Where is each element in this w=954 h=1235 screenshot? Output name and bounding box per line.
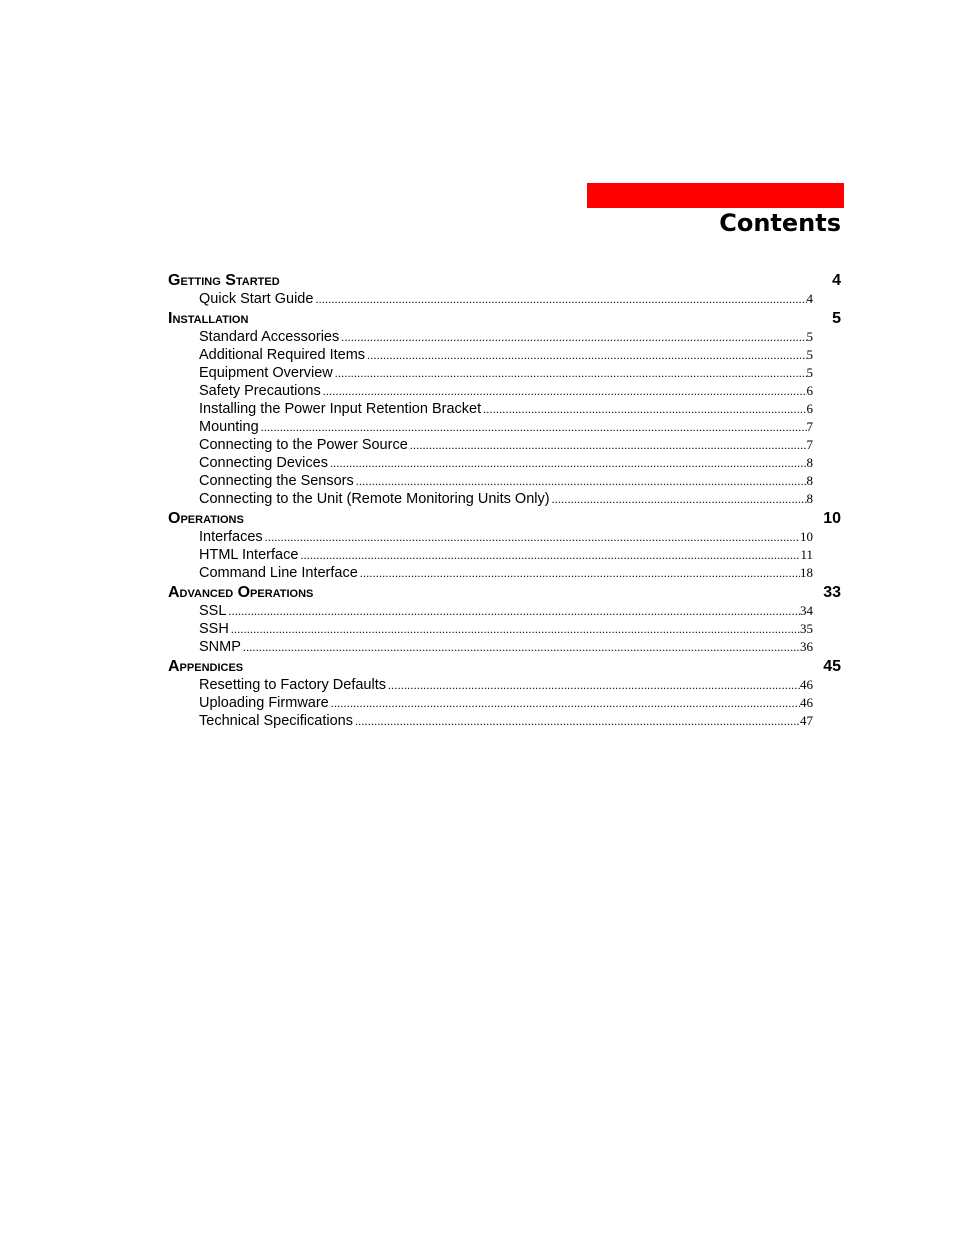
toc-section[interactable] bbox=[168, 656, 841, 676]
toc-entry-label: Resetting to Factory Defaults bbox=[199, 677, 386, 693]
toc-entry-page-number: 5 bbox=[806, 329, 813, 344]
toc-entry[interactable] bbox=[199, 436, 813, 454]
toc-dot-leader bbox=[353, 712, 800, 730]
toc-entry-label: Safety Precautions bbox=[199, 383, 321, 399]
toc-dot-leader bbox=[298, 546, 800, 564]
toc-entry[interactable] bbox=[199, 546, 813, 564]
toc-section-title: Advanced Operations bbox=[168, 584, 314, 601]
toc-entry-label: Installing the Power Input Retention Bracket bbox=[199, 401, 482, 417]
toc-entry-label: Standard Accessories bbox=[199, 329, 340, 345]
toc-entry[interactable] bbox=[199, 564, 813, 582]
toc-entry-label: Connecting to the Power Source bbox=[199, 437, 408, 453]
toc-entry-page-number: 34 bbox=[800, 603, 813, 618]
toc-entry-label: Technical Specifications bbox=[199, 713, 353, 729]
toc-entry-label: Connecting the Sensors bbox=[199, 473, 354, 489]
toc-dot-leader bbox=[408, 436, 807, 454]
toc-section-page-number: 33 bbox=[823, 584, 841, 601]
toc-dot-leader bbox=[386, 676, 800, 694]
toc-entry-label: SNMP bbox=[199, 639, 241, 655]
toc-dot-leader bbox=[226, 602, 800, 620]
toc-entry[interactable] bbox=[199, 712, 813, 730]
toc-entry-page-number: 4 bbox=[806, 291, 813, 306]
toc-section[interactable] bbox=[168, 270, 841, 290]
toc-entry[interactable] bbox=[199, 346, 813, 364]
toc-entry-label: Connecting Devices bbox=[199, 455, 328, 471]
toc-entry[interactable] bbox=[199, 620, 813, 638]
toc-dot-leader bbox=[365, 346, 806, 364]
toc-dot-leader bbox=[339, 328, 806, 346]
toc-entry-page-number: 10 bbox=[800, 529, 813, 544]
toc-entry-label: HTML Interface bbox=[199, 547, 299, 563]
toc-entry-label: SSH bbox=[199, 621, 229, 637]
toc-entry-label: Interfaces bbox=[199, 529, 263, 545]
toc-section-page-number: 4 bbox=[832, 272, 841, 289]
toc-entry-label: Quick Start Guide bbox=[199, 291, 314, 307]
toc-dot-leader bbox=[263, 528, 800, 546]
toc-entry[interactable] bbox=[199, 694, 813, 712]
toc-entry[interactable] bbox=[199, 676, 813, 694]
toc-entry[interactable] bbox=[199, 638, 813, 656]
toc-entry[interactable] bbox=[199, 382, 813, 400]
toc-entry[interactable] bbox=[199, 418, 813, 436]
table-of-contents bbox=[168, 270, 841, 730]
toc-dot-leader bbox=[321, 382, 807, 400]
toc-entry[interactable] bbox=[199, 454, 813, 472]
toc-dot-leader bbox=[329, 694, 800, 712]
toc-dot-leader bbox=[229, 620, 800, 638]
toc-entry-page-number: 35 bbox=[800, 621, 813, 636]
toc-dot-leader bbox=[259, 418, 807, 436]
toc-section[interactable] bbox=[168, 508, 841, 528]
toc-entry-page-number: 18 bbox=[800, 565, 813, 580]
toc-entry-page-number: 36 bbox=[800, 639, 813, 654]
toc-entry[interactable] bbox=[199, 400, 813, 418]
toc-entry[interactable] bbox=[199, 490, 813, 508]
toc-entry-label: Equipment Overview bbox=[199, 365, 333, 381]
toc-entry-page-number: 11 bbox=[800, 547, 813, 562]
toc-entry-label: Connecting to the Unit (Remote Monitoring Units Only) bbox=[199, 491, 550, 507]
toc-entry-page-number: 7 bbox=[806, 437, 813, 452]
toc-entry-page-number: 46 bbox=[800, 677, 813, 692]
toc-section-title: Appendices bbox=[168, 658, 244, 675]
toc-section-title: Installation bbox=[168, 310, 249, 327]
toc-entry-page-number: 8 bbox=[806, 473, 813, 488]
toc-entry-page-number: 5 bbox=[806, 347, 813, 362]
toc-entry-label: Command Line Interface bbox=[199, 565, 358, 581]
toc-dot-leader bbox=[313, 290, 806, 308]
toc-section[interactable] bbox=[168, 308, 841, 328]
toc-entry-label: Mounting bbox=[199, 419, 259, 435]
toc-entry-page-number: 5 bbox=[806, 365, 813, 380]
toc-entry-page-number: 6 bbox=[806, 401, 813, 416]
title-accent-bar bbox=[587, 183, 844, 208]
toc-dot-leader bbox=[550, 490, 807, 508]
toc-entry-page-number: 8 bbox=[806, 491, 813, 506]
toc-entry[interactable] bbox=[199, 602, 813, 620]
toc-entry[interactable] bbox=[199, 472, 813, 490]
toc-section-title: Getting Started bbox=[168, 272, 280, 289]
toc-entry[interactable] bbox=[199, 290, 813, 308]
page-title: Contents bbox=[719, 209, 841, 237]
toc-section-page-number: 5 bbox=[832, 310, 841, 327]
toc-section-page-number: 10 bbox=[823, 510, 841, 527]
toc-dot-leader bbox=[354, 472, 807, 490]
toc-section-title: Operations bbox=[168, 510, 244, 527]
toc-entry[interactable] bbox=[199, 364, 813, 382]
toc-dot-leader bbox=[333, 364, 807, 382]
toc-entry-page-number: 6 bbox=[806, 383, 813, 398]
toc-entry-page-number: 47 bbox=[800, 713, 813, 728]
toc-dot-leader bbox=[358, 564, 800, 582]
toc-entry-page-number: 8 bbox=[806, 455, 813, 470]
toc-entry-label: SSL bbox=[199, 603, 227, 619]
toc-dot-leader bbox=[241, 638, 800, 656]
toc-dot-leader bbox=[328, 454, 807, 472]
toc-entry-label: Uploading Firmware bbox=[199, 695, 329, 711]
toc-entry[interactable] bbox=[199, 528, 813, 546]
toc-entry-page-number: 7 bbox=[806, 419, 813, 434]
toc-section-page-number: 45 bbox=[823, 658, 841, 675]
toc-dot-leader bbox=[481, 400, 806, 418]
toc-entry-label: Additional Required Items bbox=[199, 347, 366, 363]
toc-entry-page-number: 46 bbox=[800, 695, 813, 710]
toc-entry[interactable] bbox=[199, 328, 813, 346]
toc-section[interactable] bbox=[168, 582, 841, 602]
